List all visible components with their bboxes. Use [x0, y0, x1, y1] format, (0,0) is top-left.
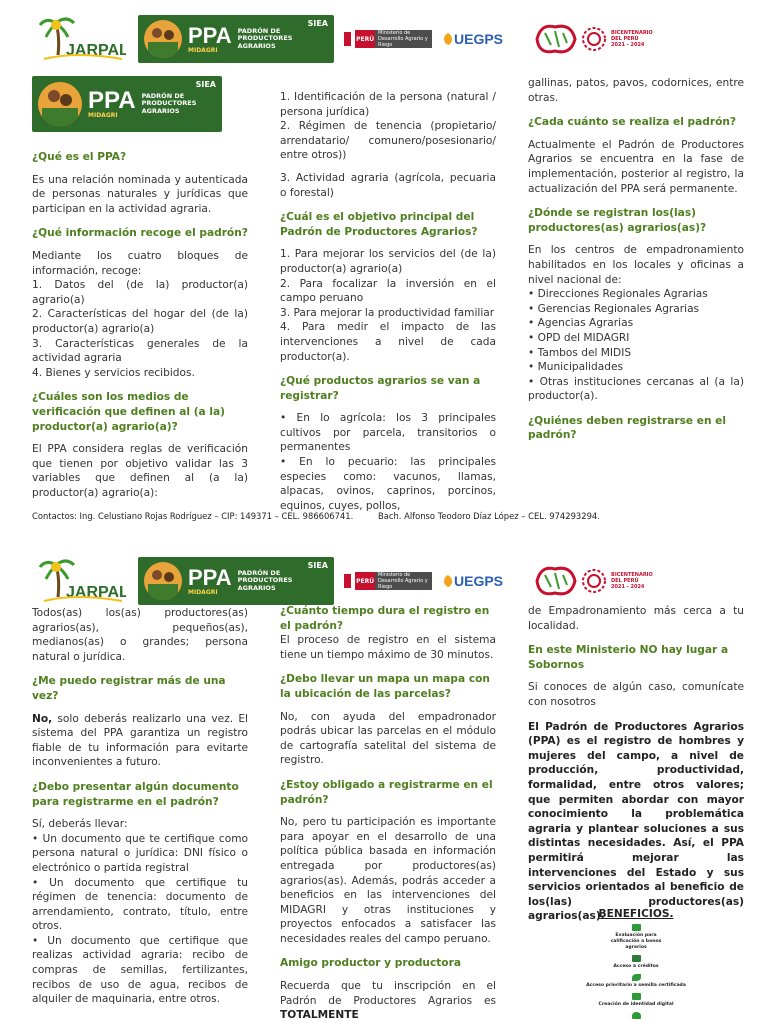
benefits-title: BENEFICIOS.: [598, 908, 674, 920]
objectives-list: 1. Para mejorar los servicios del (de la) productor(a) agrario(a) 2. Para focalizar la inversión en el campo peruano 3. Para mejorar la productividad familiar 4. Para medir el impacto de las intervenciones a nivel de cada productor(a).: [280, 248, 496, 363]
answer-text: Actualmente el Padrón de Productores Agrarios se encuentra en la fase de implementación, posterior al registro, la actualización del PPA será permanente.: [528, 138, 744, 195]
question-heading: ¿Qué información recoge el padrón?: [32, 227, 248, 240]
answer-text: En los centros de empadronamiento habilitados en los locales y oficinas a nivel nacional de:: [528, 244, 744, 286]
products-list: • En lo agrícola: los 3 principales cultivos por parcela, transitorios o permanentes • En lo pecuario: las principales especies como: vacunos, llamas, alpacas, ovinos, caprinos, porcinos, equinos, cuyes, pollos,: [280, 412, 496, 512]
bank-icon: [632, 955, 641, 962]
benefit-item: Acceso prioritario a semilla certificada: [586, 983, 686, 988]
answer-text: de Empadronamiento más cerca a tu localidad.: [528, 605, 744, 632]
checkbox-icon: [632, 924, 641, 931]
question-heading: ¿Dónde se registran los(las) productores(as) agrarios(as)?: [528, 207, 707, 234]
farmers-illustration-icon: [144, 562, 182, 600]
ppa-definition: El Padrón de Productores Agrarios (PPA) es el registro de hombres y mujeres del campo, a nivel de producción, productividad, formalidad, entre otros valores; que permiten abordar con mayor conocimiento la problemática agraria y plantear soluciones a sus distintas necesidades. Así, el PPA permitirá mejorar las intervenciones del Estado y sus servicios orientados al beneficio de los(las) productores(as) agrarios(as).: [528, 720, 744, 923]
answer-text: Sí, deberás llevar:: [32, 818, 128, 831]
benefits-section: [528, 908, 744, 1019]
question-heading: ¿Cuánto tiempo dura el registro en el padrón?: [280, 605, 490, 632]
siea-label: SIEA: [307, 19, 328, 28]
benefit-item: Acceso a créditos: [613, 964, 659, 969]
question-heading: ¿Cada cuánto se realiza el padrón?: [528, 116, 737, 129]
svg-text:JARPAL: JARPAL: [66, 584, 126, 601]
page1-column-1: [32, 150, 248, 510]
question-heading: ¿Debo llevar un mapa un mapa con la ubicación de las parcelas?: [280, 673, 490, 700]
question-heading: Amigo productor y productora: [280, 957, 461, 970]
question-heading: ¿Debo presentar algún documento para registrarme en el padrón?: [32, 780, 239, 808]
question-heading: En este Ministerio NO hay lugar a Sobornos: [528, 644, 729, 671]
id-card-icon: [632, 993, 641, 1000]
page1-column-3: [528, 76, 744, 451]
answer-text: Recuerda que tu inscripción en el Padrón de Productores Agrarios es TOTALMENTE: [280, 980, 496, 1022]
question-heading: ¿Cuál es el objetivo principal del Padrón de Productores Agrarios?: [280, 211, 478, 238]
uegps-logo: UEGPS: [442, 573, 503, 589]
answer-text: gallinas, patos, pavos, codornices, entre otras.: [528, 77, 744, 104]
uegps-logo: UEGPS: [442, 31, 503, 47]
page2-column-1: [32, 606, 248, 1017]
answer-text: El PPA considera reglas de verificación que tienen por objetivo validar las 3 variables que definen al (a la) productor(a) agrario(a):: [32, 443, 248, 499]
answer-text: Mediante los cuatro bloques de información, recoge:: [32, 249, 248, 277]
svg-text:JARPAL: JARPAL: [66, 42, 126, 59]
registration-places-list: • Direcciones Regionales Agrarias • Gerencias Regionales Agrarias • Agencias Agrarias • OPD del MIDAGRI • Tambos del MIDIS • Municipalidades • Otras instituciones cercanas al (a la) productor(a).: [528, 288, 744, 403]
ministry-logo: PERÚ Ministerio de Desarrollo Agrario y Riego: [344, 28, 432, 50]
question-heading: ¿Quiénes deben registrarse en el padrón?: [528, 414, 726, 442]
logo-bar-bottom: [36, 554, 653, 608]
answer-text: Es una relación nominada y autenticada de personas naturales y jurídicas que participan en la actividad agraria.: [32, 173, 248, 215]
answer-text: El proceso de registro en el sistema tiene un tiempo máximo de 30 minutos.: [280, 634, 496, 661]
person-icon: [632, 1012, 641, 1019]
contact-secondary: Bach. Alfonso Teodoro Díaz López – CEL. 974293294.: [378, 511, 600, 521]
contact-primary: Contactos: Ing. Celustiano Rojas Rodríguez – CIP: 149371 – CEL. 986606741.: [32, 511, 354, 521]
question-heading: ¿Qué es el PPA?: [32, 151, 127, 163]
bicentenario-logo: BICENTENARIO DEL PERÚ 2021 - 2024: [531, 19, 653, 59]
midagri-label: MIDAGRI: [188, 46, 218, 54]
ministry-logo: PERÚ Ministerio de Desarrollo Agrario y Riego: [344, 570, 432, 592]
page2-column-2: [280, 604, 496, 1033]
bicentenario-logo: BICENTENARIO DEL PERÚ 2021 - 2024: [531, 561, 653, 601]
ppa-banner: [138, 15, 334, 63]
answer-text: 3. Actividad agraria (agrícola, pecuaria o forestal): [280, 171, 496, 199]
documents-list: • Un documento que te certifique como persona natural o jurídica: DNI físico o electrónico o partida registral • Un documento que certifique tu régimen de tenencia: documento de arrendamiento, contrato, título, entre otros. • Un documento que certifique que realizas actividad agraria: recibo de compras de semillas, fertilizantes, recibos de uso de agua, recibos de alquiler de maquinaria, entre otros.: [32, 832, 248, 1006]
answer-text: No, con ayuda del empadronador podrás ubicar las parcelas en el módulo de cartografía satelital del sistema de registro.: [280, 710, 496, 767]
farmers-illustration-icon: [144, 20, 182, 58]
ppa-title: PPA: [188, 22, 232, 48]
page1-column-2: [280, 90, 496, 523]
farmers-illustration-icon: [38, 82, 82, 126]
jarpal-logo: [36, 557, 126, 605]
leaf-icon: [632, 974, 641, 981]
answer-text: No, pero tu participación es importante para apoyar en el desarrollo de una política pública basada en información entregada por productores(as) agrarios(as). Además, podrás acceder a beneficios en las intervenciones del MIDAGRI y otras instituciones y proyectos enfocados a satisfacer las necesidades reales del campo peruano.: [280, 816, 496, 945]
question-heading: ¿Qué productos agrarios se van a registrar?: [280, 375, 481, 402]
answer-text: Si conoces de algún caso, comunícate con nosotros: [528, 681, 744, 708]
page2-column-3: [528, 604, 744, 934]
ppa-subtitle: PADRÓN DE PRODUCTORES AGRARIOS: [237, 26, 293, 50]
ppa-banner-secondary: PPA MIDAGRI PADRÓN DE PRODUCTORES AGRARIOS SIEA: [32, 76, 222, 132]
logo-bar-top: [36, 12, 653, 66]
answer-text: Todos(as) los(as) productores(as) agrarios(as), pequeños(as), medianos(as) o grandes; persona natural o jurídica.: [32, 607, 248, 663]
variables-list: 1. Identificación de la persona (natural / persona jurídica) 2. Régimen de tenencia (propietario/ arrendatario/ comunero/posesionario/ entre otros)): [280, 91, 496, 162]
question-heading: ¿Me puedo registrar más de una vez?: [32, 675, 226, 702]
answer-text: No, solo deberás realizarlo una vez. El sistema del PPA garantiza un registro fiable de tu información para evitarte inconvenientes a futuro.: [32, 712, 248, 769]
question-heading: ¿Cuáles son los medios de verificación que definen al (a la) productor(a) agrario(a)?: [32, 391, 225, 433]
info-blocks-list: 1. Datos del (de la) productor(a) agrario(a) 2. Características del hogar del (de la) productor(a) agrario(a) 3. Características generales de la actividad agraria 4. Bienes y servicios recibidos.: [32, 279, 248, 379]
ppa-banner: PPA MIDAGRI PADRÓN DE PRODUCTORES AGRARIOS SIEA: [138, 557, 334, 605]
jarpal-logo: [36, 15, 126, 63]
benefit-item: Evaluación para calificación a bonos agrarios: [610, 933, 662, 950]
benefit-item: Creación de identidad digital: [598, 1002, 674, 1007]
question-heading: ¿Estoy obligado a registrarme en el padrón?: [280, 778, 493, 806]
